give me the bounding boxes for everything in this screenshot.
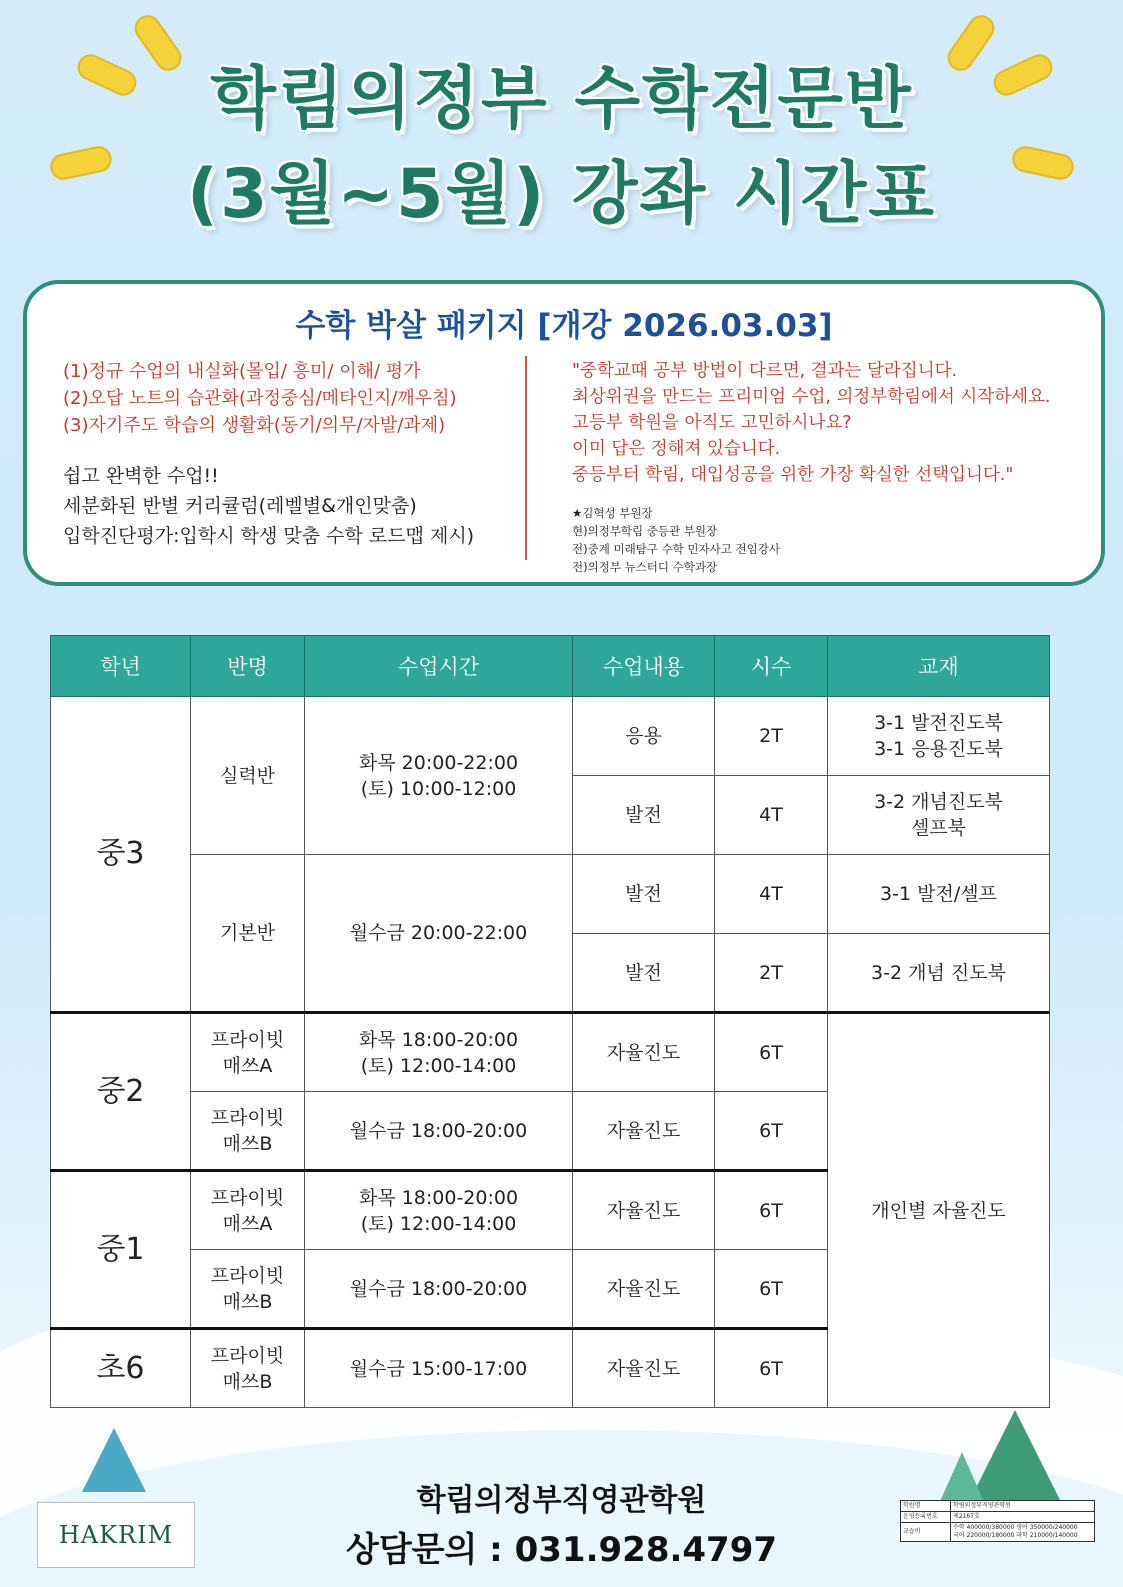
time-cell [305, 697, 573, 855]
column-header: 수업시간 [305, 636, 573, 697]
book-cell [828, 776, 1050, 855]
fee-row [901, 1501, 1095, 1512]
logo-text: HAKRIM [58, 1521, 174, 1549]
package-features [63, 358, 513, 551]
class-text: 프라이빗 매쓰B [210, 1106, 285, 1155]
book-text: 3-1 발전진도북 3-1 응용진도북 [874, 712, 1003, 760]
column-header: 시수 [715, 636, 828, 697]
content-cell: 응용 [573, 697, 715, 776]
grade-cell: 초6 [51, 1329, 191, 1408]
class-cell: 실력반 [191, 697, 305, 855]
hours-cell: 4T [715, 776, 828, 855]
class-text: 프라이빗 매쓰A [210, 1186, 285, 1235]
quote-line: 최상위권을 만드는 프리미엄 수업, 의정부학림에서 시작하세요. [572, 387, 1051, 407]
hours-cell: 6T [715, 1013, 828, 1092]
grade-cell: 중2 [51, 1013, 191, 1171]
content-cell: 발전 [573, 776, 715, 855]
column-header: 수업내용 [573, 636, 715, 697]
class-text: 프라이빗 매쓰A [210, 1028, 285, 1077]
hours-cell: 6T [715, 1250, 828, 1329]
book-cell: 3-2 개념 진도북 [828, 934, 1050, 1013]
feature-line: (3)자기주도 학습의 생활화(동기/의무/자발/과제) [63, 415, 446, 436]
book-cell [828, 697, 1050, 776]
class-cell [191, 1250, 305, 1329]
quote-line: "중학교때 공부 방법이 다르면, 결과는 달라집니다. [572, 361, 958, 381]
fee-row [901, 1523, 1095, 1542]
contact-phone: 상담문의 : 031.928.4797 [345, 1530, 778, 1570]
fee-value: 제2167호 [951, 1512, 1095, 1523]
content-cell: 자율진도 [573, 1171, 715, 1250]
quote-line: 고등부 학원을 아직도 고민하시나요? [572, 413, 852, 433]
hours-cell: 4T [715, 855, 828, 934]
content-cell: 자율진도 [573, 1250, 715, 1329]
class-cell [191, 1171, 305, 1250]
fee-value: 학림의정부직영관학원 [951, 1501, 1095, 1512]
fee-row [901, 1512, 1095, 1523]
class-cell [191, 1092, 305, 1171]
vertical-divider [525, 356, 527, 560]
hours-cell: 2T [715, 934, 828, 1013]
table-row [51, 855, 1050, 934]
fee-value: 수학 400000/380000 영어 350000/240000 국어 220000/180000 과학 210000/140000 [951, 1523, 1095, 1542]
quote-line: 중등부터 학림, 대입성공을 위한 가장 확실한 선택입니다." [572, 465, 1014, 485]
table-row [51, 1013, 1050, 1092]
teacher-profile [572, 504, 1092, 576]
column-header: 반명 [191, 636, 305, 697]
class-text: 프라이빗 매쓰B [210, 1264, 285, 1313]
content-cell: 발전 [573, 855, 715, 934]
feature-line: (1)정규 수업의 내실화(몰입/ 흥미/ 이해/ 평가 [63, 361, 421, 382]
hours-cell: 6T [715, 1329, 828, 1408]
time-cell [305, 1171, 573, 1250]
tuition-fee-box [900, 1500, 1095, 1542]
grade-cell: 중1 [51, 1171, 191, 1329]
time-cell [305, 1013, 573, 1092]
profile-line: 전)중계 미래탐구 수학 민자사고 전임강사 [572, 542, 780, 556]
schedule-table [50, 635, 1050, 1408]
hours-cell: 2T [715, 697, 828, 776]
profile-line: 현)의정부학림 중등관 부원장 [572, 524, 718, 538]
time-text: 화목 18:00-20:00 (토) 12:00-14:00 [358, 1186, 519, 1235]
shared-book-cell: 개인별 자율진도 [828, 1013, 1050, 1408]
academy-name: 학림의정부직영관학원 [416, 1483, 707, 1518]
content-cell: 발전 [573, 934, 715, 1013]
time-text: 화목 18:00-20:00 (토) 12:00-14:00 [358, 1028, 519, 1077]
time-cell: 월수금 18:00-20:00 [305, 1250, 573, 1329]
table-row [51, 697, 1050, 776]
column-header: 교재 [828, 636, 1050, 697]
quote-line: 이미 답은 정해져 있습니다. [572, 439, 781, 459]
grade-cell: 중3 [51, 697, 191, 1013]
package-quote [572, 358, 1092, 576]
benefit-line: 입학진단평가:입학시 학생 맞춤 수학 로드맵 제시) [63, 525, 475, 547]
fee-label: 운영등록번호 [901, 1512, 951, 1523]
time-cell: 월수금 15:00-17:00 [305, 1329, 573, 1408]
fee-label: 교습비 [901, 1523, 951, 1542]
page-title-line2: (3월~5월) 강좌 시간표 [187, 155, 936, 234]
page-title-line1: 학림의정부 수학전문반 [210, 60, 913, 139]
column-header: 학년 [51, 636, 191, 697]
class-text: 프라이빗 매쓰B [210, 1344, 285, 1393]
book-cell: 3-1 발전/셀프 [828, 855, 1050, 934]
benefit-line: 쉽고 완벽한 수업!! [63, 465, 219, 487]
class-cell [191, 1013, 305, 1092]
profile-line: ★김혁성 부원장 [572, 506, 653, 520]
profile-line: 전)의정부 뉴스터디 수학과장 [572, 560, 718, 574]
content-cell: 자율진도 [573, 1092, 715, 1171]
benefit-list [63, 461, 513, 551]
content-cell: 자율진도 [573, 1013, 715, 1092]
benefit-line: 세분화된 반별 커리큘럼(레벨별&개인맞춤) [63, 495, 417, 517]
table-header-row [51, 636, 1050, 697]
feature-line: (2)오답 노트의 습관화(과정중심/메타인지/깨우침) [63, 388, 457, 409]
time-cell: 월수금 20:00-22:00 [305, 855, 573, 1013]
fee-label: 학원명 [901, 1501, 951, 1512]
content-cell: 자율진도 [573, 1329, 715, 1408]
package-panel [23, 280, 1105, 586]
time-cell: 월수금 18:00-20:00 [305, 1092, 573, 1171]
class-cell: 기본반 [191, 855, 305, 1013]
class-cell [191, 1329, 305, 1408]
book-text: 3-2 개념진도북 셀프북 [874, 791, 1003, 839]
hours-cell: 6T [715, 1171, 828, 1250]
time-text: 화목 20:00-22:00 (토) 10:00-12:00 [358, 751, 519, 800]
hours-cell: 6T [715, 1092, 828, 1171]
package-title: 수학 박살 패키지 [개강 2026.03.03] [295, 308, 833, 344]
